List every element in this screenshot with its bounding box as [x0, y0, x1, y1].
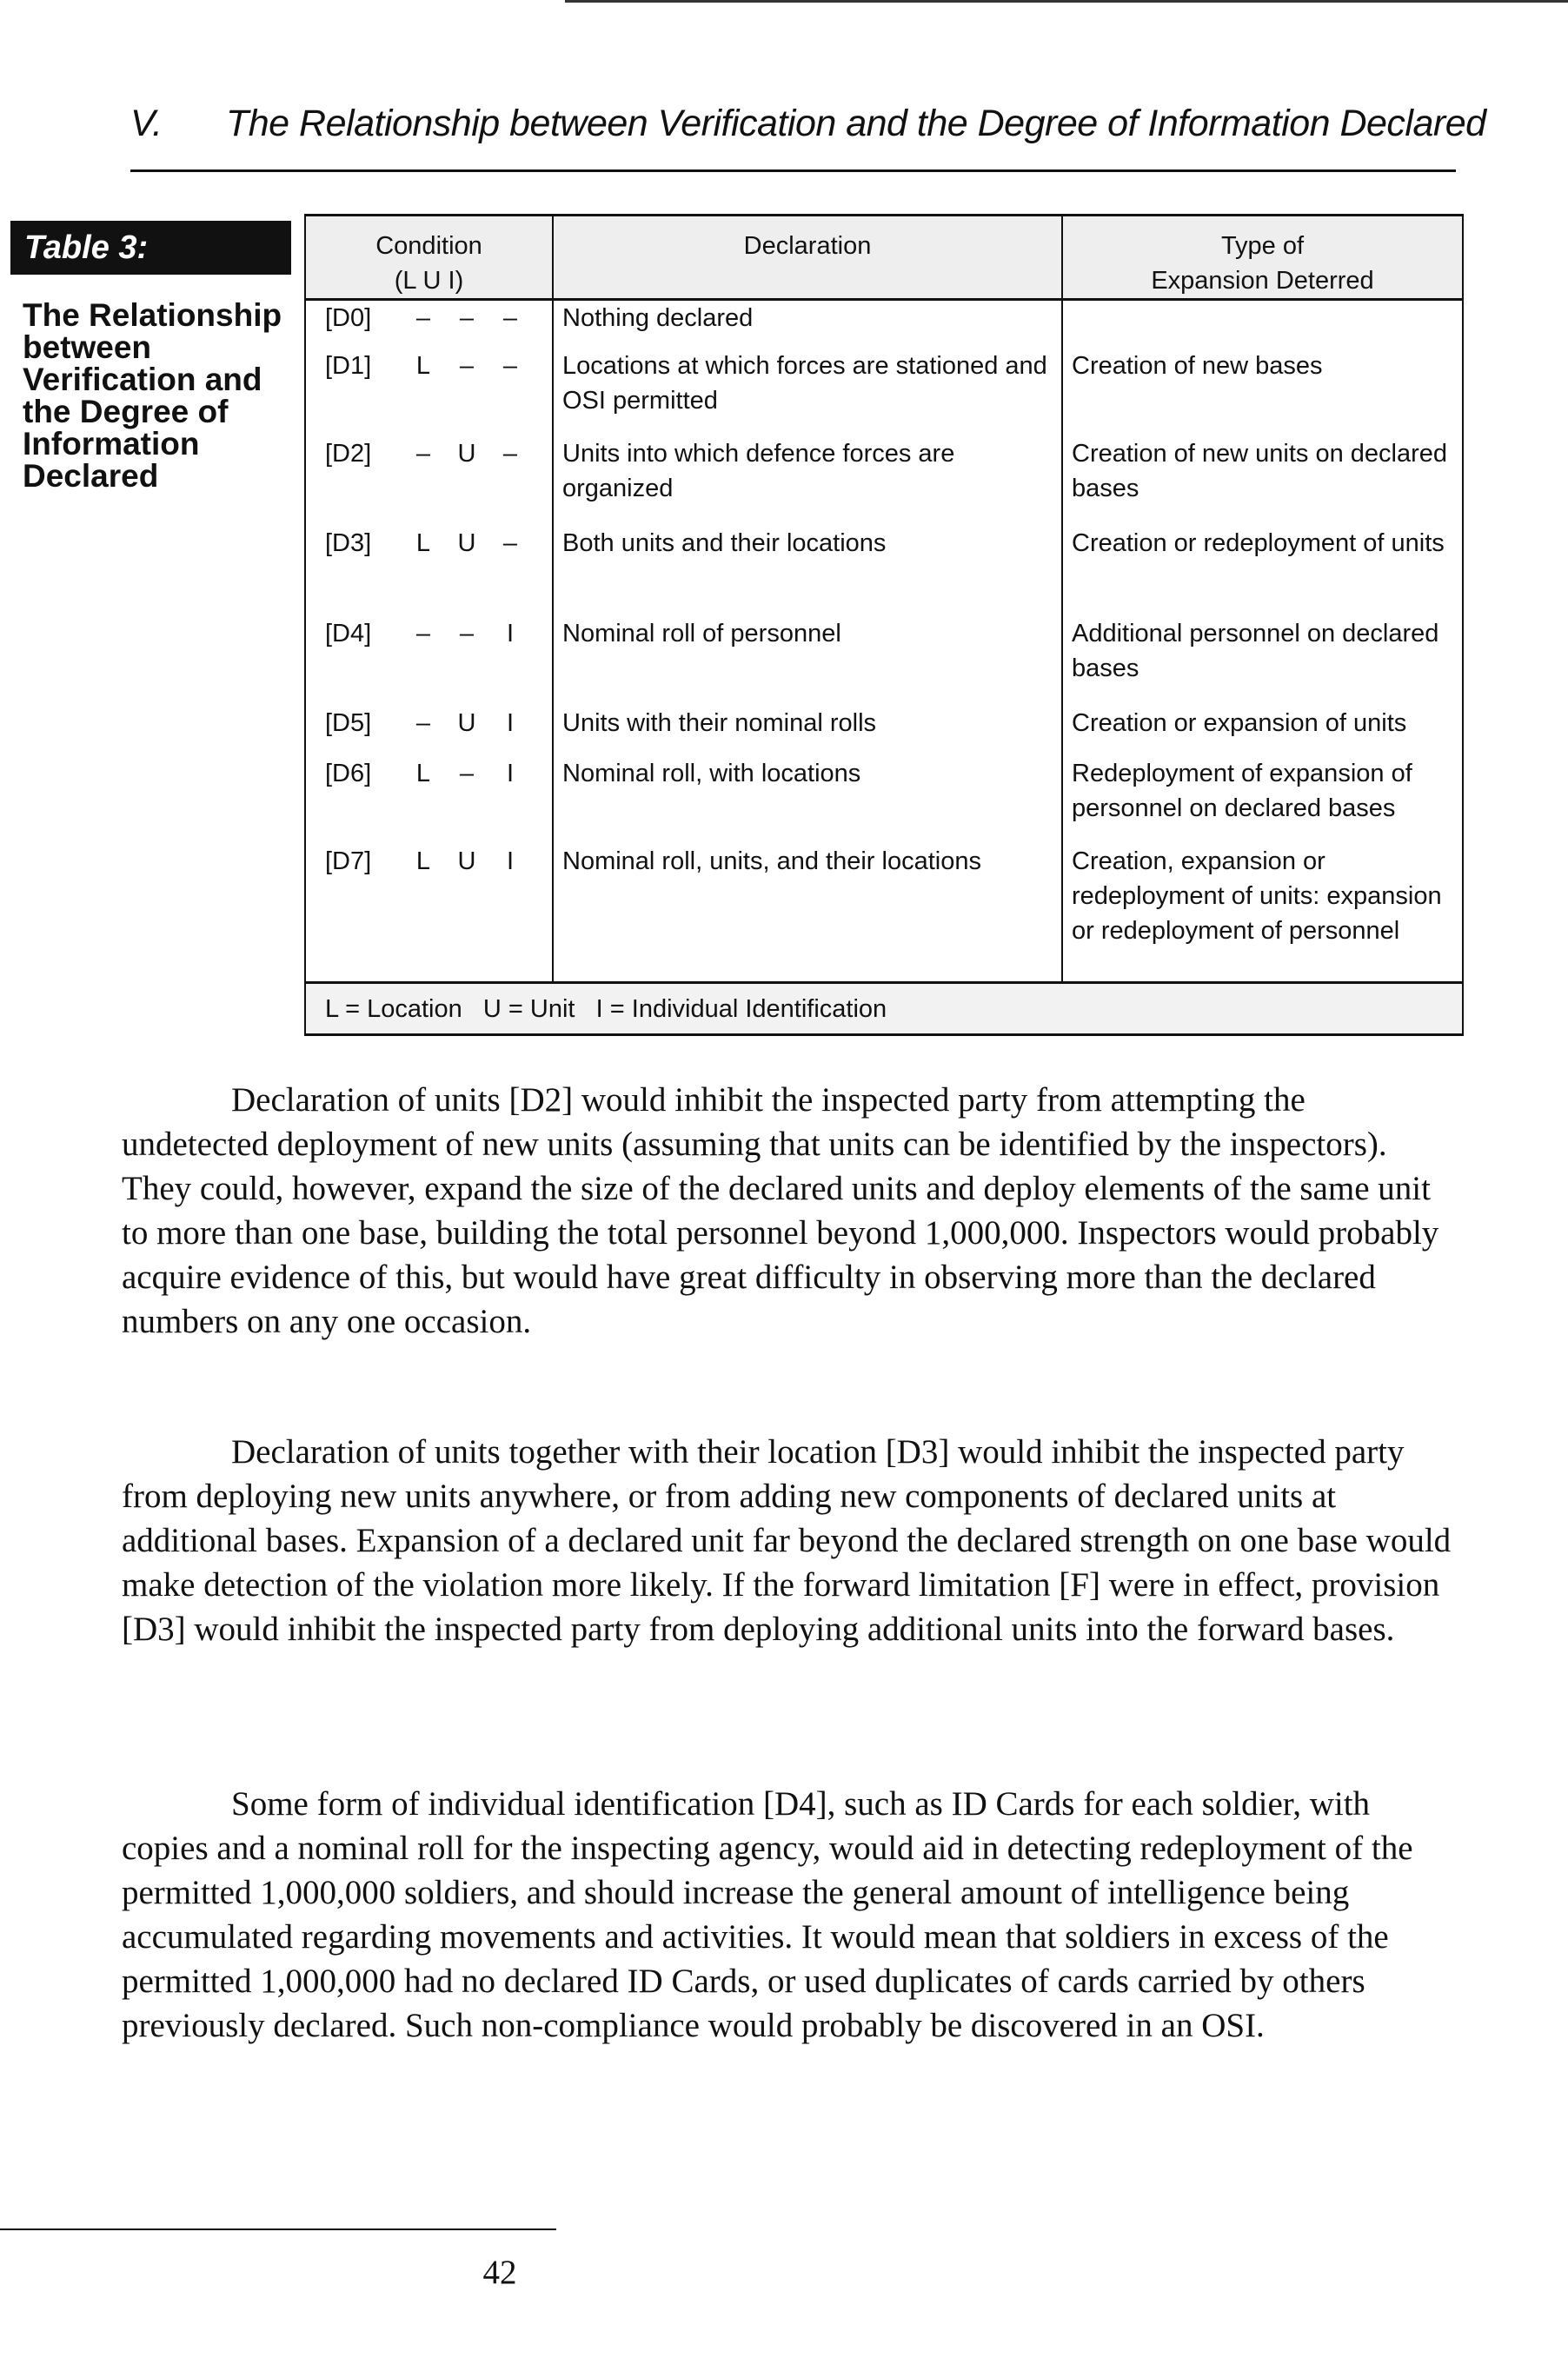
table-caption: The Relationship between Verification and the Degree of Information Declared — [23, 297, 282, 494]
condition-i: – — [502, 529, 518, 558]
condition-code: [D5] — [325, 708, 372, 737]
condition-u: – — [459, 304, 475, 332]
table-row — [305, 706, 1463, 756]
condition-l: L — [415, 847, 431, 876]
condition-l: L — [415, 529, 431, 558]
condition-u: U — [457, 708, 476, 737]
condition-i: – — [502, 351, 518, 380]
declaration-header-label: Declaration — [743, 232, 872, 260]
condition-i: I — [506, 760, 515, 788]
condition-u: U — [457, 440, 476, 468]
type-cell: Creation, expansion or redeployment of units: expansion or redeployment of personnel — [1062, 844, 1463, 983]
condition-l: – — [415, 619, 431, 648]
condition-l: L — [415, 351, 431, 380]
table-legend: L = Location U = Unit I = Individual Identification — [305, 983, 1463, 1035]
condition-cell — [305, 349, 553, 436]
condition-cell — [305, 300, 553, 349]
column-header-declaration — [553, 216, 1062, 300]
condition-i: I — [506, 708, 515, 737]
top-rule — [565, 0, 1568, 3]
table-footer-row — [305, 983, 1463, 1035]
table-row — [305, 349, 1463, 436]
declaration-cell: Nominal roll, with locations — [553, 756, 1062, 844]
type-cell: Additional personnel on declared bases — [1062, 616, 1463, 706]
column-header-condition — [305, 216, 553, 300]
condition-cell — [305, 616, 553, 706]
condition-u: – — [459, 619, 475, 648]
paragraph-text: Declaration of units [D2] would inhibit the inspected party from attempting the undetected deployment of new units (assuming that units can be identified by the inspectors). They could, however, expand the size of the declared units and deploy elements of the same unit to more than one base, building the total personnel beyond 1,000,000. Inspectors would probably acquire evidence of this, but would have great difficulty in observing more than the declared numbers on any one occasion. — [122, 1081, 1439, 1340]
condition-cell — [305, 756, 553, 844]
table-row — [305, 756, 1463, 844]
chapter-number: V. — [130, 103, 163, 144]
condition-l: – — [415, 440, 431, 468]
table-label: Table 3: — [10, 221, 291, 275]
declaration-cell: Units with their nominal rolls — [553, 706, 1062, 756]
declaration-cell: Nominal roll of personnel — [553, 616, 1062, 706]
declaration-cell: Units into which defence forces are organized — [553, 436, 1062, 526]
type-cell: Creation of new units on declared bases — [1062, 436, 1463, 526]
condition-header-sublabel: (L U I) — [394, 267, 464, 295]
condition-i: I — [506, 847, 515, 876]
type-cell: Creation or expansion of units — [1062, 706, 1463, 756]
condition-cell — [305, 706, 553, 756]
table-row — [305, 844, 1463, 983]
type-cell: Creation or redeployment of units — [1062, 526, 1463, 615]
column-header-type — [1062, 216, 1463, 300]
chapter-title: The Relationship between Verification and the Degree of Information Declared — [226, 103, 1486, 144]
page-number: 42 — [482, 2254, 517, 2291]
table-row — [305, 526, 1463, 615]
paragraph-text: Some form of individual identification [D4], such as ID Cards for each soldier, with copies and a nominal roll for the inspecting agency, would aid in detecting redeployment of the permitted 1,000,000 soldiers, and should increase the general amount of intelligence being accumulated regarding movements and activities. It would mean that soldiers in excess of the permitted 1,000,000 had no declared ID Cards, or used duplicates of cards carried by others previously declared. Such non-compliance would probably be discovered in an OSI. — [122, 1785, 1413, 2044]
condition-cell — [305, 526, 553, 615]
condition-code: [D2] — [325, 440, 372, 468]
declaration-cell: Locations at which forces are stationed and OSI permitted — [553, 349, 1062, 436]
condition-i: – — [502, 440, 518, 468]
condition-u: – — [459, 760, 475, 788]
condition-u: U — [457, 529, 476, 558]
condition-code: [D1] — [325, 351, 372, 380]
condition-cell — [305, 436, 553, 526]
declaration-cell: Both units and their locations — [553, 526, 1062, 615]
condition-header-label: Condition — [375, 232, 482, 260]
table-header-row — [305, 216, 1463, 300]
paragraph-text: Declaration of units together with their location [D3] would inhibit the inspected party from deploying new units anywhere, or from adding new components of declared units at additional bases. Expansion of a declared unit far beyond the declared strength on one base would make detection of the violation more likely. If the forward limitation [F] were in effect, provision [D3] would inhibit the inspected party from deploying additional units into the forward bases. — [122, 1433, 1452, 1648]
condition-i: I — [506, 619, 515, 648]
declaration-cell: Nominal roll, units, and their locations — [553, 844, 1062, 983]
condition-code: [D0] — [325, 304, 372, 332]
condition-i: – — [502, 304, 518, 332]
condition-code: [D3] — [325, 529, 372, 558]
declaration-cell: Nothing declared — [553, 300, 1062, 349]
condition-cell — [305, 844, 553, 983]
type-header-line2: Expansion Deterred — [1151, 267, 1374, 295]
footer-rule — [0, 2228, 556, 2230]
type-cell: Redeployment of expansion of personnel on declared bases — [1062, 756, 1463, 844]
condition-code: [D4] — [325, 619, 372, 648]
paragraph-2 — [122, 1430, 1452, 1651]
running-header — [130, 103, 1486, 145]
condition-u: – — [459, 351, 475, 380]
condition-l: – — [415, 708, 431, 737]
type-cell: Creation of new bases — [1062, 349, 1463, 436]
type-header-line1: Type of — [1220, 232, 1305, 260]
condition-code: [D6] — [325, 760, 372, 788]
condition-code: [D7] — [325, 847, 372, 876]
table-row — [305, 300, 1463, 349]
table-row — [305, 436, 1463, 526]
condition-l: L — [415, 760, 431, 788]
condition-u: U — [457, 847, 476, 876]
verification-table — [304, 214, 1464, 1036]
condition-l: – — [415, 304, 431, 332]
type-cell — [1062, 300, 1463, 349]
paragraph-1 — [122, 1078, 1452, 1344]
paragraph-3 — [122, 1782, 1452, 2048]
header-rule — [130, 169, 1456, 172]
table-row — [305, 616, 1463, 706]
